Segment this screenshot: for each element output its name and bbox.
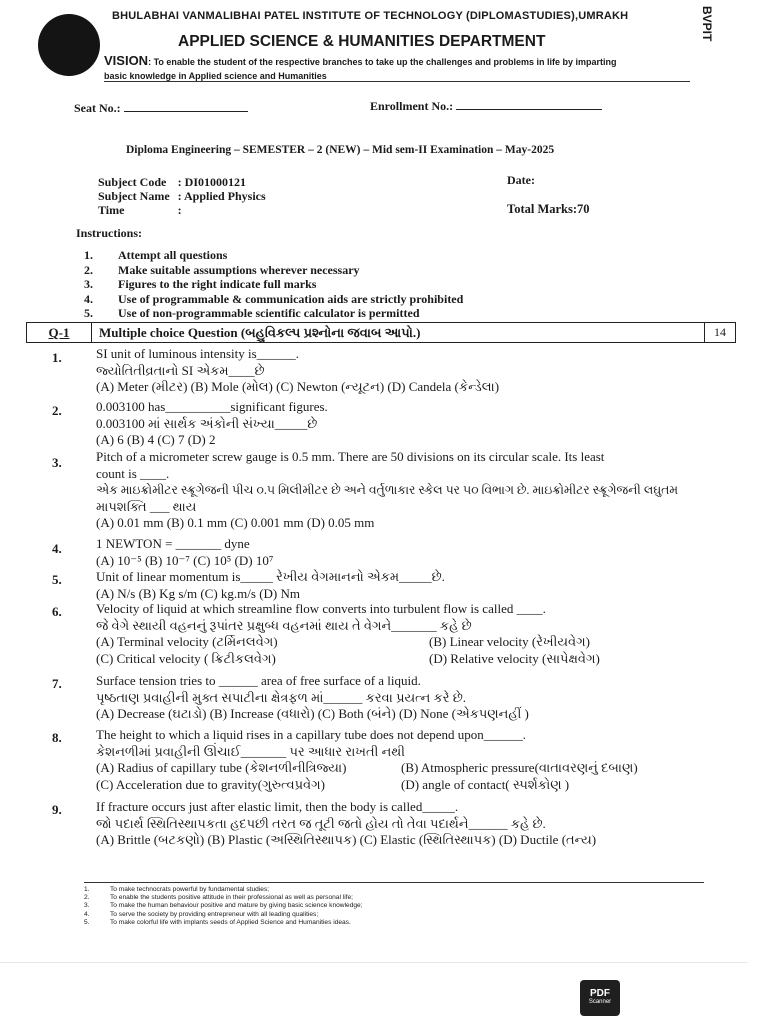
question-text: If fracture occurs just after elastic limit, then the body is called_____. (96, 799, 459, 814)
question-options: (A) Brittle (બટકણો) (B) Plastic (અસ્થિતિસ્થાપક) (C) Elastic (સ્થિતિસ્થાપક) (D) Ductile (તન્ય) (96, 832, 597, 847)
question-text-gu: જે વેગે સ્થાયી વહનનું રૂપાંતર પ્રક્ષુબ્ધ વહનમાં થાય તે વેગને_______ કહે છે (96, 617, 472, 633)
seat-blank (124, 101, 248, 112)
question-text: Unit of linear momentum is_____ રેખીય વેગમાનનો એકમ_____છે. (96, 569, 445, 584)
instruction-item: 1. Attempt all questions (84, 248, 228, 262)
question-number-9: 9. (52, 802, 62, 817)
question-options: (A) 0.01 mm (B) 0.1 mm (C) 0.001 mm (D) 0.05 mm (96, 515, 375, 530)
question-8 (96, 727, 696, 793)
question-text: SI unit of luminous intensity is______. (96, 346, 299, 361)
question-text-gu: પૃષ્ઠતાણ પ્રવાહીની મુક્ત સપાટીના ક્ષેત્રફળ માં______ કરવા પ્રયત્ન કરે છે. (96, 689, 466, 705)
time-label: Time (98, 203, 125, 217)
question-number-2: 2. (52, 403, 62, 418)
question-9 (96, 799, 696, 849)
badge-sublabel: Scanner (588, 999, 612, 1005)
vision-text-2: basic knowledge in Applied science and Humanities (104, 71, 327, 81)
question-number: Q-1 (27, 323, 92, 342)
subject-details (98, 175, 274, 217)
scan-edge (0, 962, 748, 963)
vision-text-1: : To enable the student of the respective branches to take up the challenges and problems in life by imparting (148, 57, 617, 67)
question-text: 1 NEWTON = _______ dyne (96, 536, 250, 551)
footer-item: 4. To serve the society by providing entrepreneur with all leading qualities; (84, 910, 319, 918)
option-row: (C) Acceleration due to gravity(ગુરુત્વપ્રવેગ) (D) angle of contact( સ્પર્શકોણ ) (96, 776, 570, 792)
question-options: (A) 10⁻⁵ (B) 10⁻⁷ (C) 10⁵ (D) 10⁷ (96, 552, 274, 568)
question-text: count is ____. (96, 465, 170, 481)
question-text: Velocity of liquid at which streamline flow converts into turbulent flow is called ____. (96, 601, 546, 616)
footer-list (84, 886, 363, 927)
footer-item: 3. To make the human behaviour positive and mature by giving basic science knowledge; (84, 902, 363, 910)
footer-item: 5. To make colorful life with implants seeds of Applied Science and Humanities ideas. (84, 918, 351, 926)
institute-name: BHULABHAI VANMALIBHAI PATEL INSTITUTE OF TECHNOLOGY (DIPLOMASTUDIES),UMRAKH (112, 10, 629, 22)
question-marks: 14 (704, 323, 735, 342)
question-5 (96, 569, 696, 602)
subject-name-label: Subject Name (98, 189, 170, 203)
department-name: APPLIED SCIENCE & HUMANITIES DEPARTMENT (178, 33, 546, 50)
instruction-item: 3. Figures to the right indicate full marks (84, 277, 317, 292)
question-options: (A) Decrease (ઘટાડો) (B) Increase (વધારો) (C) Both (બંને) (D) None (એકપણનહીં ) (96, 706, 529, 721)
question-options: (A) 6 (B) 4 (C) 7 (D) 2 (96, 432, 216, 447)
question-4 (96, 536, 696, 569)
instructions-heading: Instructions: (76, 226, 143, 240)
question-text: The height to which a liquid rises in a capillary tube does not depend upon______. (96, 727, 526, 742)
time-value: : (177, 203, 182, 217)
question-options: (A) N/s (B) Kg s/m (C) kg.m/s (D) Nm (96, 585, 301, 601)
question-number-1: 1. (52, 350, 62, 365)
question-text-gu: માપશક્તિ ___ થાય (96, 498, 197, 514)
question-1 (96, 346, 696, 396)
instruction-item: 5. Use of non-programmable scientific calculator is permitted (84, 306, 420, 321)
enrollment-blank (456, 99, 602, 110)
exam-title: Diploma Engineering – SEMESTER – 2 (NEW) – Mid sem-II Examination – May-2025 (126, 144, 555, 156)
question-title: Multiple choice Question (બહુવિકલ્પ પ્રશ્નોના જવાબ આપો.) (99, 325, 421, 340)
date-label: Date: (507, 173, 535, 187)
question-number-8: 8. (52, 730, 62, 745)
question-text: 0.003100 has__________significant figures. (96, 399, 328, 414)
vision-statement (104, 54, 694, 83)
question-text: Pitch of a micrometer screw gauge is 0.5 mm. There are 50 divisions on its circular scale. Its least (96, 449, 605, 464)
enrollment-field (370, 99, 602, 114)
subject-code: : DI01000121 (177, 175, 246, 189)
instruction-item: 4. Use of programmable & communication aids are strictly prohibited (84, 291, 464, 306)
question-text-gu: જો પદાર્થ સ્થિતિસ્થાપકતા હદપછી તરત જ તૂટી જતો હોય તો તેવા પદાર્થને______ કહે છે. (96, 815, 546, 831)
question-text-gu: એક માઇક્રોમીટર સ્ક્રૂગેજની પીચ ૦.૫ મિલીમીટર છે અને વર્તુળાકાર સ્કેલ પર ૫૦ વિભાગ છે. માઇક્રોમીટર સ્ક્રૂગેજની લઘુતમ (96, 483, 678, 497)
option-row: (C) Critical velocity ( ક્રિટીકલવેગ) (D) Relative velocity (સાપેક્ષવેગ) (96, 650, 600, 666)
question-options: (A) Meter (મીટર) (B) Mole (મોલ) (C) Newton (ન્યૂટન) (D) Candela (કેન્ડેલા) (96, 379, 500, 394)
instructions-list (84, 248, 463, 321)
question-3 (96, 449, 696, 532)
seat-field (74, 101, 248, 116)
total-marks: Total Marks:70 (507, 202, 590, 216)
question-number-6: 6. (52, 604, 62, 619)
question-text-gu: જ્યોતિતીવ્રતાનો SI એકમ____છે (96, 362, 265, 378)
subject-code-label: Subject Code (98, 175, 167, 189)
vision-label: VISION (104, 53, 149, 68)
question-number-3: 3. (52, 455, 62, 470)
question-2 (96, 399, 696, 449)
question-header-row (26, 322, 736, 343)
logo-text: BITE (44, 50, 80, 66)
question-number-5: 5. (52, 572, 62, 587)
side-code: BVPIT (700, 6, 714, 42)
seat-label: Seat No.: (74, 101, 121, 115)
header-divider (104, 81, 690, 82)
badge-label: PDF (590, 988, 610, 999)
subject-name: : Applied Physics (177, 189, 266, 203)
footer-item: 2. To enable the students positive attitude in their professional as well as personal life; (84, 894, 354, 902)
question-7 (96, 673, 696, 723)
instruction-item: 2. Make suitable assumptions wherever necessary (84, 262, 360, 277)
pdf-scanner-badge-icon[interactable] (580, 980, 620, 1016)
enrollment-label: Enrollment No.: (370, 99, 454, 113)
footer-divider (84, 882, 704, 883)
question-6 (96, 601, 696, 667)
question-text-gu: 0.003100 માં સાર્થક અંકોની સંખ્યા_____છે (96, 415, 318, 431)
footer-item: 1. To make technocrats powerful by fundamental studies; (84, 886, 270, 893)
question-text-gu: કેશનળીમાં પ્રવાહીની ઊંચાઈ_______ પર આધાર રાખતી નથી (96, 743, 405, 759)
option-row: (A) Radius of capillary tube (કેશનળીનીત્રિજ્યા) (B) Atmospheric pressure(વાતાવરણનું દબાણ) (96, 760, 638, 775)
question-number-7: 7. (52, 676, 62, 691)
question-text: Surface tension tries to ______ area of free surface of a liquid. (96, 673, 421, 688)
institute-logo (38, 14, 100, 76)
option-row: (A) Terminal velocity (ટર્મિનલવેગ) (B) Linear velocity (રેખીયવેગ) (96, 634, 590, 649)
question-number-4: 4. (52, 541, 62, 556)
